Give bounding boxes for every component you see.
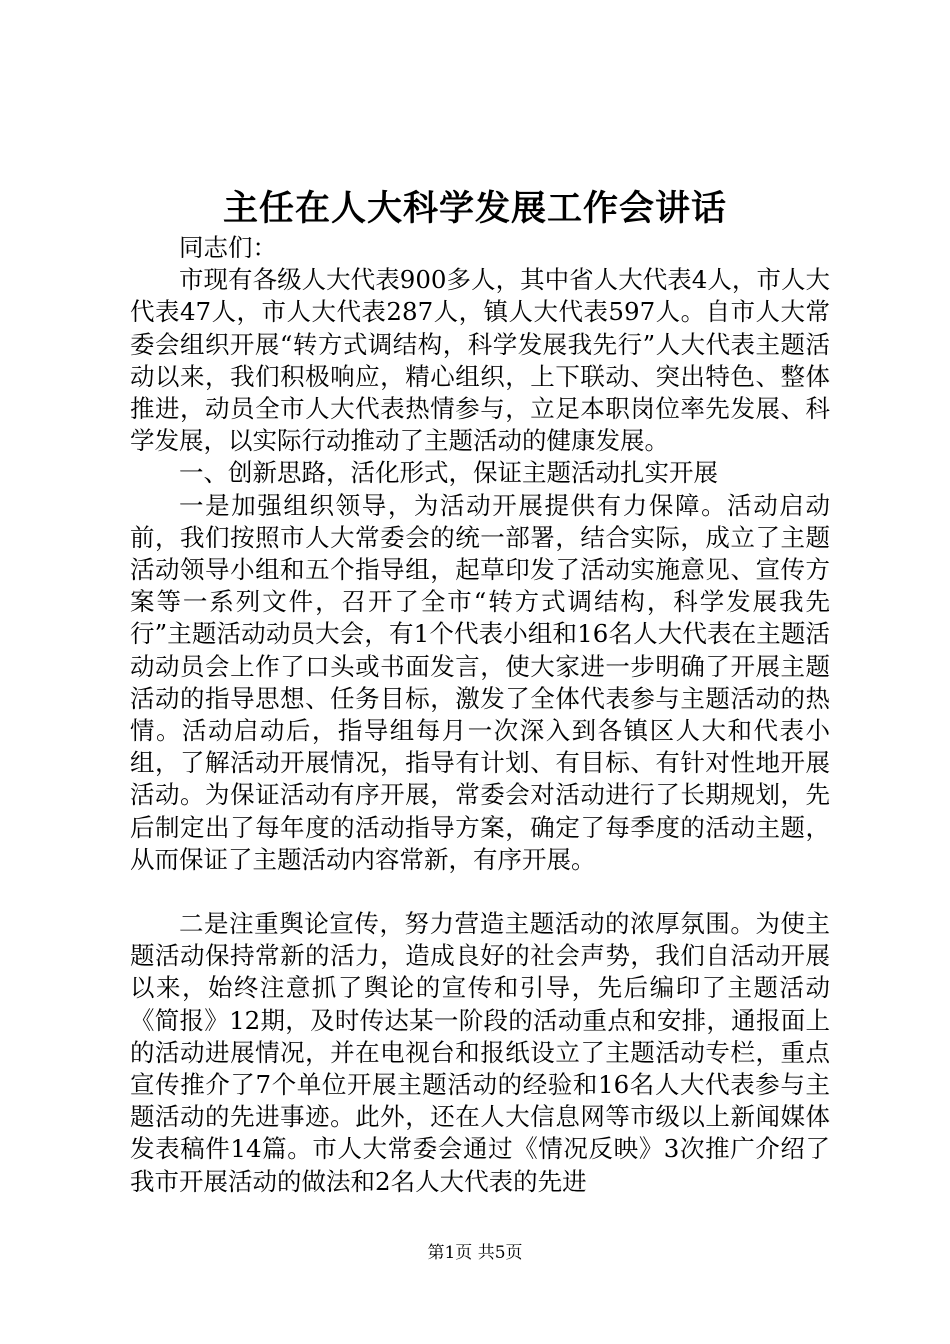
paragraph-publicity: 二是注重舆论宣传，努力营造主题活动的浓厚氛围。为使主题活动保持常新的活力，造成良好的社会声势，我们自活动开展以来，始终注意抓了舆论的宣传和引导，先后编印了主题活动《简报》12期，及时传达某一阶段的活动重点和安排，通报面上的活动进展情况，并在电视台和报纸设立了主题活动专栏，重点宣传推介了7个单位开展主题活动的经验和16名人大代表参与主题活动的先进事迹。此外，还在人大信息网等市级以上新闻媒体发表稿件14篇。市人大常委会通过《情况反映》3次推广介绍了我市开展活动的做法和2名人大代表的先进 bbox=[130, 909, 830, 1196]
document-title: 主任在人大科学发展工作会讲话 bbox=[222, 188, 727, 229]
paragraph-intro: 市现有各级人大代表900多人，其中省人大代表4人，市人大代表47人，市人大代表287人，镇人大代表597人。自市人大常委会组织开展“转方式调结构，科学发展我先行”人大代表主题活动以来，我们积极响应，精心组织，上下联动、突出特色、整体推进，动员全市人大代表热情参与，立足本职岗位率先发展、科学发展，以实际行动推动了主题活动的健康发展。 bbox=[130, 265, 830, 456]
page-footer: 第1页 共5页 bbox=[427, 1243, 523, 1263]
salutation: 同志们： bbox=[179, 233, 277, 262]
section-heading: 一、创新思路，活化形式，保证主题活动扎实开展 bbox=[179, 458, 718, 488]
paragraph-organization: 一是加强组织领导，为活动开展提供有力保障。活动启动前，我们按照市人大常委会的统一部署，结合实际，成立了主题活动领导小组和五个指导组，起草印发了活动实施意见、宣传方案等一系列文件，召开了全市“转方式调结构，科学发展我先行”主题活动动员大会，有1个代表小组和16名人大代表在主题活动动员会上作了口头或书面发言，使大家进一步明确了开展主题活动的指导思想、任务目标，激发了全体代表参与主题活动的热情。活动启动后，指导组每月一次深入到各镇区人大和代表小组，了解活动开展情况，指导有计划、有目标、有针对性地开展活动。为保证活动有序开展，常委会对活动进行了长期规划，先后制定出了每年度的活动指导方案，确定了每季度的活动主题，从而保证了主题活动内容常新，有序开展。 bbox=[130, 490, 830, 874]
document-body bbox=[130, 232, 830, 1198]
